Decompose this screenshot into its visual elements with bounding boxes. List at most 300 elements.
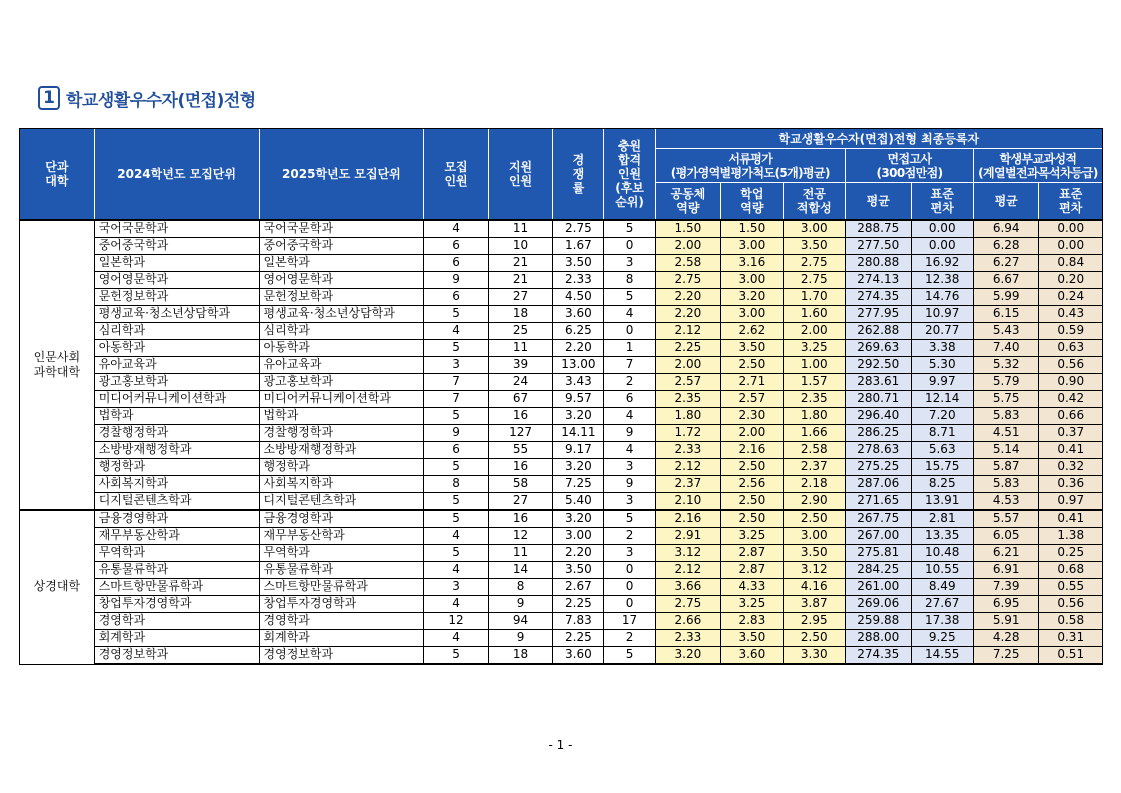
cell-competition: 2.75 [553,220,604,238]
cell-extra-pass: 2 [604,629,655,646]
college-cell: 인문사회 과학대학 [20,220,95,510]
cell-applicants: 18 [488,646,552,663]
header-grades: 학생부교과성적 (계열별전과목석차등급) [973,149,1102,183]
cell-grade-sd: 0.41 [1039,510,1103,528]
cell-applicants: 55 [488,441,552,458]
cell-unit-2024: 무역학과 [94,544,259,561]
cell-grade-avg: 5.91 [973,612,1039,629]
cell-extra-pass: 0 [604,237,655,254]
cell-applicants: 16 [488,407,552,424]
cell-interview-sd: 8.25 [911,475,973,492]
cell-grade-avg: 6.67 [973,271,1039,288]
header-competition: 경 쟁 률 [553,129,604,220]
cell-unit-2024: 국어국문학과 [94,220,259,238]
cell-interview-sd: 13.35 [911,527,973,544]
cell-community: 2.00 [655,356,721,373]
cell-grade-avg: 4.28 [973,629,1039,646]
table-row [20,356,1103,373]
cell-grade-sd: 0.31 [1039,629,1103,646]
cell-major-fit: 3.50 [783,544,845,561]
cell-competition: 3.50 [553,561,604,578]
cell-academic: 2.71 [721,373,783,390]
table-row [20,322,1103,339]
table-row [20,441,1103,458]
cell-community: 1.80 [655,407,721,424]
cell-competition: 14.11 [553,424,604,441]
cell-community: 2.20 [655,288,721,305]
table-row [20,390,1103,407]
cell-competition: 2.25 [553,595,604,612]
cell-interview-avg: 275.25 [846,458,912,475]
cell-community: 2.12 [655,458,721,475]
cell-applicants: 11 [488,339,552,356]
cell-academic: 2.50 [721,458,783,475]
cell-interview-sd: 7.20 [911,407,973,424]
cell-interview-sd: 9.25 [911,629,973,646]
cell-unit-2024: 법학과 [94,407,259,424]
cell-unit-2024: 디지털콘텐츠학과 [94,492,259,510]
cell-quota: 5 [424,305,488,322]
cell-applicants: 14 [488,561,552,578]
cell-applicants: 25 [488,322,552,339]
cell-community: 2.91 [655,527,721,544]
cell-grade-avg: 5.99 [973,288,1039,305]
cell-unit-2025: 디지털콘텐츠학과 [259,492,424,510]
cell-major-fit: 1.60 [783,305,845,322]
cell-extra-pass: 5 [604,510,655,528]
cell-extra-pass: 3 [604,458,655,475]
cell-grade-sd: 0.20 [1039,271,1103,288]
cell-quota: 7 [424,390,488,407]
cell-quota: 5 [424,646,488,663]
cell-grade-sd: 0.56 [1039,356,1103,373]
cell-community: 2.16 [655,510,721,528]
cell-unit-2025: 아동학과 [259,339,424,356]
cell-extra-pass: 17 [604,612,655,629]
cell-applicants: 9 [488,595,552,612]
cell-grade-avg: 5.83 [973,407,1039,424]
cell-unit-2025: 심리학과 [259,322,424,339]
cell-interview-sd: 27.67 [911,595,973,612]
cell-grade-avg: 7.40 [973,339,1039,356]
table-row [20,527,1103,544]
cell-interview-avg: 261.00 [846,578,912,595]
header-college: 단과 대학 [20,129,95,220]
table-row [20,305,1103,322]
cell-quota: 4 [424,595,488,612]
cell-academic: 2.16 [721,441,783,458]
cell-applicants: 127 [488,424,552,441]
cell-competition: 3.50 [553,254,604,271]
cell-grade-sd: 0.68 [1039,561,1103,578]
cell-interview-sd: 12.38 [911,271,973,288]
cell-major-fit: 2.50 [783,510,845,528]
cell-community: 2.20 [655,305,721,322]
cell-interview-avg: 296.40 [846,407,912,424]
table-row [20,424,1103,441]
cell-applicants: 10 [488,237,552,254]
cell-unit-2025: 유아교육과 [259,356,424,373]
cell-grade-avg: 5.83 [973,475,1039,492]
cell-extra-pass: 4 [604,305,655,322]
cell-interview-sd: 12.14 [911,390,973,407]
cell-applicants: 16 [488,458,552,475]
cell-academic: 2.50 [721,356,783,373]
cell-quota: 5 [424,407,488,424]
cell-interview-sd: 5.63 [911,441,973,458]
header-interview: 면접고사 (300점만점) [846,149,974,183]
cell-extra-pass: 0 [604,595,655,612]
cell-quota: 9 [424,424,488,441]
cell-unit-2025: 일본학과 [259,254,424,271]
cell-grade-avg: 5.43 [973,322,1039,339]
cell-grade-avg: 4.51 [973,424,1039,441]
cell-interview-sd: 9.97 [911,373,973,390]
cell-extra-pass: 4 [604,407,655,424]
cell-grade-sd: 0.41 [1039,441,1103,458]
cell-academic: 2.50 [721,510,783,528]
cell-grade-avg: 5.75 [973,390,1039,407]
cell-unit-2024: 일본학과 [94,254,259,271]
header-unit-2024: 2024학년도 모집단위 [94,129,259,220]
header-grade-avg: 평균 [973,183,1039,220]
header-academic: 학업 역량 [721,183,783,220]
cell-academic: 3.60 [721,646,783,663]
cell-quota: 5 [424,510,488,528]
cell-unit-2024: 회계학과 [94,629,259,646]
cell-unit-2024: 사회복지학과 [94,475,259,492]
cell-unit-2024: 소방방재행정학과 [94,441,259,458]
cell-grade-sd: 0.63 [1039,339,1103,356]
cell-academic: 2.30 [721,407,783,424]
cell-interview-avg: 274.35 [846,288,912,305]
header-applicants: 지원 인원 [488,129,552,220]
table-row [20,254,1103,271]
cell-grade-avg: 4.53 [973,492,1039,510]
cell-interview-sd: 20.77 [911,322,973,339]
cell-competition: 9.17 [553,441,604,458]
cell-academic: 3.00 [721,271,783,288]
cell-unit-2025: 유통물류학과 [259,561,424,578]
cell-quota: 4 [424,322,488,339]
cell-grade-sd: 0.43 [1039,305,1103,322]
cell-unit-2025: 국어국문학과 [259,220,424,238]
cell-academic: 1.50 [721,220,783,238]
cell-grade-sd: 0.00 [1039,220,1103,238]
cell-applicants: 58 [488,475,552,492]
cell-quota: 5 [424,492,488,510]
cell-competition: 9.57 [553,390,604,407]
header-community: 공동체 역량 [655,183,721,220]
cell-grade-avg: 6.28 [973,237,1039,254]
cell-community: 2.66 [655,612,721,629]
table-row [20,510,1103,528]
cell-major-fit: 1.66 [783,424,845,441]
cell-unit-2025: 회계학과 [259,629,424,646]
cell-unit-2025: 영어영문학과 [259,271,424,288]
cell-competition: 3.60 [553,646,604,663]
cell-interview-avg: 269.06 [846,595,912,612]
cell-community: 2.25 [655,339,721,356]
cell-unit-2025: 소방방재행정학과 [259,441,424,458]
cell-quota: 6 [424,254,488,271]
table-row [20,612,1103,629]
table-row [20,561,1103,578]
cell-major-fit: 2.75 [783,254,845,271]
cell-applicants: 11 [488,220,552,238]
cell-grade-avg: 5.14 [973,441,1039,458]
cell-grade-avg: 6.05 [973,527,1039,544]
cell-academic: 3.50 [721,629,783,646]
cell-unit-2024: 영어영문학과 [94,271,259,288]
cell-competition: 2.25 [553,629,604,646]
cell-competition: 5.40 [553,492,604,510]
cell-unit-2025: 창업투자경영학과 [259,595,424,612]
cell-major-fit: 3.25 [783,339,845,356]
cell-interview-sd: 14.55 [911,646,973,663]
cell-interview-avg: 284.25 [846,561,912,578]
cell-interview-sd: 8.49 [911,578,973,595]
cell-interview-avg: 280.71 [846,390,912,407]
cell-community: 3.20 [655,646,721,663]
cell-grade-sd: 0.32 [1039,458,1103,475]
cell-competition: 7.25 [553,475,604,492]
cell-extra-pass: 1 [604,339,655,356]
cell-grade-sd: 0.25 [1039,544,1103,561]
cell-major-fit: 3.00 [783,527,845,544]
cell-competition: 13.00 [553,356,604,373]
cell-grade-sd: 0.59 [1039,322,1103,339]
table-header [20,129,1103,220]
cell-competition: 2.67 [553,578,604,595]
cell-interview-sd: 0.00 [911,237,973,254]
cell-unit-2024: 재무부동산학과 [94,527,259,544]
cell-extra-pass: 3 [604,544,655,561]
cell-unit-2025: 문헌정보학과 [259,288,424,305]
cell-unit-2024: 아동학과 [94,339,259,356]
cell-interview-avg: 274.35 [846,646,912,663]
cell-interview-sd: 5.30 [911,356,973,373]
cell-unit-2025: 사회복지학과 [259,475,424,492]
cell-major-fit: 2.50 [783,629,845,646]
cell-academic: 3.00 [721,305,783,322]
cell-grade-avg: 6.15 [973,305,1039,322]
header-interview-avg: 평균 [846,183,912,220]
cell-applicants: 12 [488,527,552,544]
cell-grade-sd: 0.90 [1039,373,1103,390]
cell-unit-2024: 경찰행정학과 [94,424,259,441]
table-row [20,646,1103,663]
cell-interview-avg: 267.75 [846,510,912,528]
cell-extra-pass: 0 [604,561,655,578]
table-row [20,237,1103,254]
section-number-badge: 1 [38,86,60,110]
cell-grade-avg: 5.79 [973,373,1039,390]
cell-major-fit: 2.90 [783,492,845,510]
cell-major-fit: 2.35 [783,390,845,407]
cell-interview-avg: 288.75 [846,220,912,238]
cell-unit-2025: 평생교육·청소년상담학과 [259,305,424,322]
cell-quota: 12 [424,612,488,629]
cell-unit-2024: 경영학과 [94,612,259,629]
cell-quota: 4 [424,629,488,646]
cell-grade-sd: 0.97 [1039,492,1103,510]
cell-unit-2024: 금융경영학과 [94,510,259,528]
cell-unit-2025: 재무부동산학과 [259,527,424,544]
cell-community: 2.35 [655,390,721,407]
cell-major-fit: 3.50 [783,237,845,254]
table-row [20,492,1103,510]
cell-interview-avg: 274.13 [846,271,912,288]
table-body [20,220,1103,664]
cell-major-fit: 2.18 [783,475,845,492]
section-title: 학교생활우수자(면접)전형 [66,90,256,111]
table-row [20,407,1103,424]
header-quota: 모집 인원 [424,129,488,220]
cell-unit-2025: 중어중국학과 [259,237,424,254]
cell-academic: 2.57 [721,390,783,407]
cell-community: 2.12 [655,322,721,339]
cell-academic: 2.83 [721,612,783,629]
cell-unit-2024: 유아교육과 [94,356,259,373]
cell-extra-pass: 7 [604,356,655,373]
admission-results-table [19,128,1103,664]
cell-academic: 2.00 [721,424,783,441]
cell-grade-sd: 0.37 [1039,424,1103,441]
cell-grade-sd: 0.24 [1039,288,1103,305]
header-unit-2025: 2025학년도 모집단위 [259,129,424,220]
cell-community: 3.66 [655,578,721,595]
cell-unit-2025: 스마트항만물류학과 [259,578,424,595]
cell-quota: 4 [424,527,488,544]
cell-grade-sd: 1.38 [1039,527,1103,544]
cell-competition: 2.20 [553,544,604,561]
cell-grade-avg: 7.25 [973,646,1039,663]
college-cell: 상경대학 [20,510,95,664]
cell-interview-sd: 16.92 [911,254,973,271]
cell-applicants: 11 [488,544,552,561]
cell-grade-sd: 0.56 [1039,595,1103,612]
cell-applicants: 39 [488,356,552,373]
cell-major-fit: 1.00 [783,356,845,373]
cell-interview-sd: 10.55 [911,561,973,578]
cell-competition: 2.20 [553,339,604,356]
cell-interview-avg: 271.65 [846,492,912,510]
table-row [20,271,1103,288]
cell-quota: 6 [424,441,488,458]
cell-community: 1.72 [655,424,721,441]
cell-extra-pass: 0 [604,578,655,595]
cell-interview-avg: 277.50 [846,237,912,254]
cell-unit-2025: 법학과 [259,407,424,424]
cell-applicants: 16 [488,510,552,528]
cell-extra-pass: 2 [604,373,655,390]
cell-extra-pass: 3 [604,492,655,510]
cell-quota: 4 [424,220,488,238]
cell-competition: 6.25 [553,322,604,339]
cell-grade-avg: 6.94 [973,220,1039,238]
cell-quota: 5 [424,339,488,356]
cell-competition: 2.33 [553,271,604,288]
cell-unit-2024: 미디어커뮤니케이션학과 [94,390,259,407]
cell-grade-sd: 0.42 [1039,390,1103,407]
cell-unit-2024: 행정학과 [94,458,259,475]
cell-major-fit: 1.80 [783,407,845,424]
page-number: - 1 - [548,738,573,752]
cell-quota: 4 [424,561,488,578]
cell-unit-2024: 문헌정보학과 [94,288,259,305]
cell-community: 2.10 [655,492,721,510]
cell-unit-2024: 유통물류학과 [94,561,259,578]
cell-major-fit: 2.95 [783,612,845,629]
cell-academic: 3.25 [721,527,783,544]
table-row [20,458,1103,475]
header-final-group: 학교생활우수자(면접)전형 최종등록자 [655,129,1102,149]
cell-unit-2025: 금융경영학과 [259,510,424,528]
cell-community: 2.58 [655,254,721,271]
cell-unit-2024: 광고홍보학과 [94,373,259,390]
cell-major-fit: 1.57 [783,373,845,390]
section-heading [38,84,256,112]
cell-quota: 5 [424,544,488,561]
cell-academic: 2.87 [721,561,783,578]
cell-extra-pass: 5 [604,646,655,663]
cell-interview-avg: 277.95 [846,305,912,322]
table-row [20,339,1103,356]
table-row [20,544,1103,561]
cell-extra-pass: 3 [604,254,655,271]
cell-grade-avg: 6.91 [973,561,1039,578]
cell-quota: 3 [424,356,488,373]
cell-major-fit: 2.75 [783,271,845,288]
cell-extra-pass: 9 [604,475,655,492]
cell-applicants: 18 [488,305,552,322]
table-row [20,220,1103,238]
cell-major-fit: 2.37 [783,458,845,475]
cell-extra-pass: 5 [604,288,655,305]
cell-grade-avg: 7.39 [973,578,1039,595]
cell-academic: 2.56 [721,475,783,492]
cell-community: 2.57 [655,373,721,390]
cell-unit-2025: 행정학과 [259,458,424,475]
cell-unit-2025: 경영학과 [259,612,424,629]
cell-interview-sd: 3.38 [911,339,973,356]
table-row [20,578,1103,595]
cell-interview-avg: 292.50 [846,356,912,373]
cell-grade-avg: 6.27 [973,254,1039,271]
table-row [20,629,1103,646]
cell-competition: 3.00 [553,527,604,544]
cell-competition: 3.60 [553,305,604,322]
cell-quota: 7 [424,373,488,390]
header-major-fit: 전공 적합성 [783,183,845,220]
cell-major-fit: 2.00 [783,322,845,339]
cell-competition: 4.50 [553,288,604,305]
cell-academic: 3.20 [721,288,783,305]
cell-major-fit: 1.70 [783,288,845,305]
cell-major-fit: 3.30 [783,646,845,663]
cell-interview-avg: 280.88 [846,254,912,271]
cell-applicants: 9 [488,629,552,646]
cell-unit-2025: 경찰행정학과 [259,424,424,441]
cell-academic: 2.50 [721,492,783,510]
cell-academic: 4.33 [721,578,783,595]
header-interview-sd: 표준 편차 [911,183,973,220]
cell-interview-avg: 287.06 [846,475,912,492]
cell-interview-sd: 13.91 [911,492,973,510]
table-row [20,373,1103,390]
cell-applicants: 8 [488,578,552,595]
